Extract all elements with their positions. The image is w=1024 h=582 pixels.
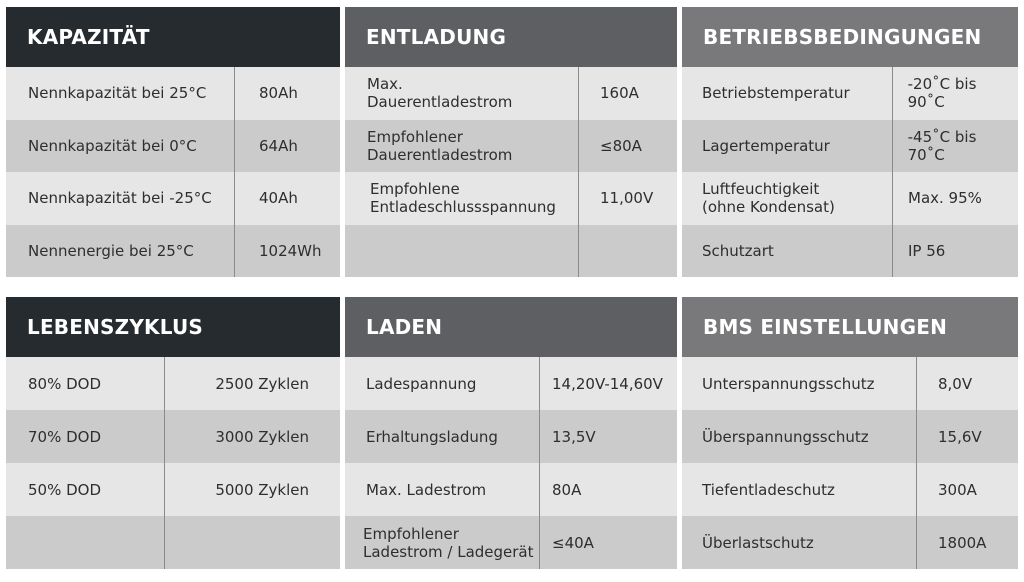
betriebsbedingungen-table [682, 67, 1018, 277]
row-value [164, 516, 186, 569]
row-value [578, 225, 600, 278]
column-divider [164, 516, 165, 569]
row-value: ≤40A [552, 533, 594, 552]
row-label: Luftfeuchtigkeit (ohne Kondensat) [702, 180, 835, 217]
kapazitaet-panel [6, 7, 340, 277]
row-value: -45˚C bis 70˚C [907, 127, 977, 164]
row-label: Nennkapazität bei -25°C [28, 189, 212, 208]
table-row [682, 172, 1018, 225]
row-value: 5000 Zyklen [215, 480, 309, 499]
row-label [6, 516, 164, 569]
kapazitaet-title: KAPAZITÄT [6, 7, 340, 67]
table-row [345, 172, 677, 225]
row-value: 1024Wh [259, 241, 322, 260]
table-row [682, 516, 1018, 569]
column-divider [539, 516, 540, 569]
column-divider [234, 67, 235, 120]
bms-panel [682, 297, 1018, 569]
table-row [6, 357, 340, 410]
column-divider [892, 67, 893, 120]
row-value: 15,6V [938, 427, 982, 446]
row-value: 1800A [938, 533, 987, 552]
row-value: Max. 95% [908, 189, 982, 208]
column-divider [916, 410, 917, 463]
table-row [345, 516, 677, 569]
row-label: Max. Dauerentladestrom [367, 75, 513, 112]
row-label: Betriebstemperatur [702, 84, 850, 103]
bms-table [682, 357, 1018, 569]
lebenszyklus-table [6, 357, 340, 569]
table-row [6, 120, 340, 173]
table-row [6, 67, 340, 120]
row-value: 13,5V [552, 427, 596, 446]
column-divider [892, 172, 893, 225]
column-divider [578, 120, 579, 173]
table-row [6, 225, 340, 278]
table-row [345, 410, 677, 463]
table-row [6, 410, 340, 463]
table-row [682, 410, 1018, 463]
row-label: 80% DOD [28, 374, 102, 393]
row-value: 300A [938, 480, 977, 499]
column-divider [539, 410, 540, 463]
table-row [6, 172, 340, 225]
row-label: Empfohlener Dauerentladestrom [367, 127, 513, 164]
row-label [345, 225, 578, 278]
column-divider [164, 410, 165, 463]
row-value: 3000 Zyklen [215, 427, 309, 446]
betriebsbedingungen-title: BETRIEBSBEDINGUNGEN [682, 7, 1018, 67]
row-label: Tiefentladeschutz [702, 480, 835, 499]
row-value: 11,00V [600, 189, 654, 208]
row-value: -20˚C bis 90˚C [907, 75, 977, 112]
row-value: 160A [600, 84, 639, 103]
row-label: Nennkapazität bei 0°C [28, 136, 197, 155]
column-divider [916, 463, 917, 516]
row-label: Ladespannung [366, 374, 477, 393]
row-label: Überspannungsschutz [702, 427, 869, 446]
column-divider [539, 357, 540, 410]
row-label: Überlastschutz [702, 533, 814, 552]
row-label: Unterspannungsschutz [702, 374, 875, 393]
table-row [345, 120, 677, 173]
entladung-panel [345, 7, 677, 277]
column-divider [234, 172, 235, 225]
table-row [345, 67, 677, 120]
column-divider [916, 516, 917, 569]
row-label: Empfohlener Ladestrom / Ladegerät [363, 524, 534, 561]
row-value: 8,0V [938, 374, 973, 393]
table-row [345, 463, 677, 516]
row-label: 70% DOD [28, 427, 102, 446]
table-row [682, 463, 1018, 516]
row-label: Erhaltungsladung [366, 427, 498, 446]
betriebsbedingungen-panel [682, 7, 1018, 277]
column-divider [539, 463, 540, 516]
laden-panel [345, 297, 677, 569]
row-value: 64Ah [259, 136, 298, 155]
table-row [682, 120, 1018, 173]
column-divider [578, 67, 579, 120]
laden-table [345, 357, 677, 569]
row-label: Lagertemperatur [702, 136, 830, 155]
table-row [6, 463, 340, 516]
row-label: Max. Ladestrom [366, 480, 487, 499]
laden-title: LADEN [345, 297, 677, 357]
row-label: Nennenergie bei 25°C [28, 241, 194, 260]
column-divider [892, 120, 893, 173]
table-row [682, 225, 1018, 278]
row-value: 80Ah [259, 84, 298, 103]
column-divider [916, 357, 917, 410]
column-divider [164, 463, 165, 516]
lebenszyklus-panel [6, 297, 340, 569]
kapazitaet-table [6, 67, 340, 277]
table-row [682, 357, 1018, 410]
column-divider [164, 357, 165, 410]
row-value: 80A [552, 480, 582, 499]
lebenszyklus-title: LEBENSZYKLUS [6, 297, 340, 357]
row-label: Nennkapazität bei 25°C [28, 84, 207, 103]
row-value: ≤80A [600, 136, 642, 155]
row-value: IP 56 [908, 241, 946, 260]
entladung-title: ENTLADUNG [345, 7, 677, 67]
table-row [682, 67, 1018, 120]
row-value: 14,20V-14,60V [552, 374, 663, 393]
bms-title: BMS EINSTELLUNGEN [682, 297, 1018, 357]
row-label: Empfohlene Entladeschlussspannung [370, 180, 556, 217]
row-label: Schutzart [702, 241, 774, 260]
column-divider [578, 172, 579, 225]
row-label: 50% DOD [28, 480, 102, 499]
row-value: 40Ah [259, 189, 298, 208]
table-row [345, 357, 677, 410]
column-divider [892, 225, 893, 278]
table-row [6, 516, 340, 569]
table-row [345, 225, 677, 278]
column-divider [234, 120, 235, 173]
row-value: 2500 Zyklen [215, 374, 309, 393]
column-divider [234, 225, 235, 278]
column-divider [578, 225, 579, 278]
entladung-table [345, 67, 677, 277]
